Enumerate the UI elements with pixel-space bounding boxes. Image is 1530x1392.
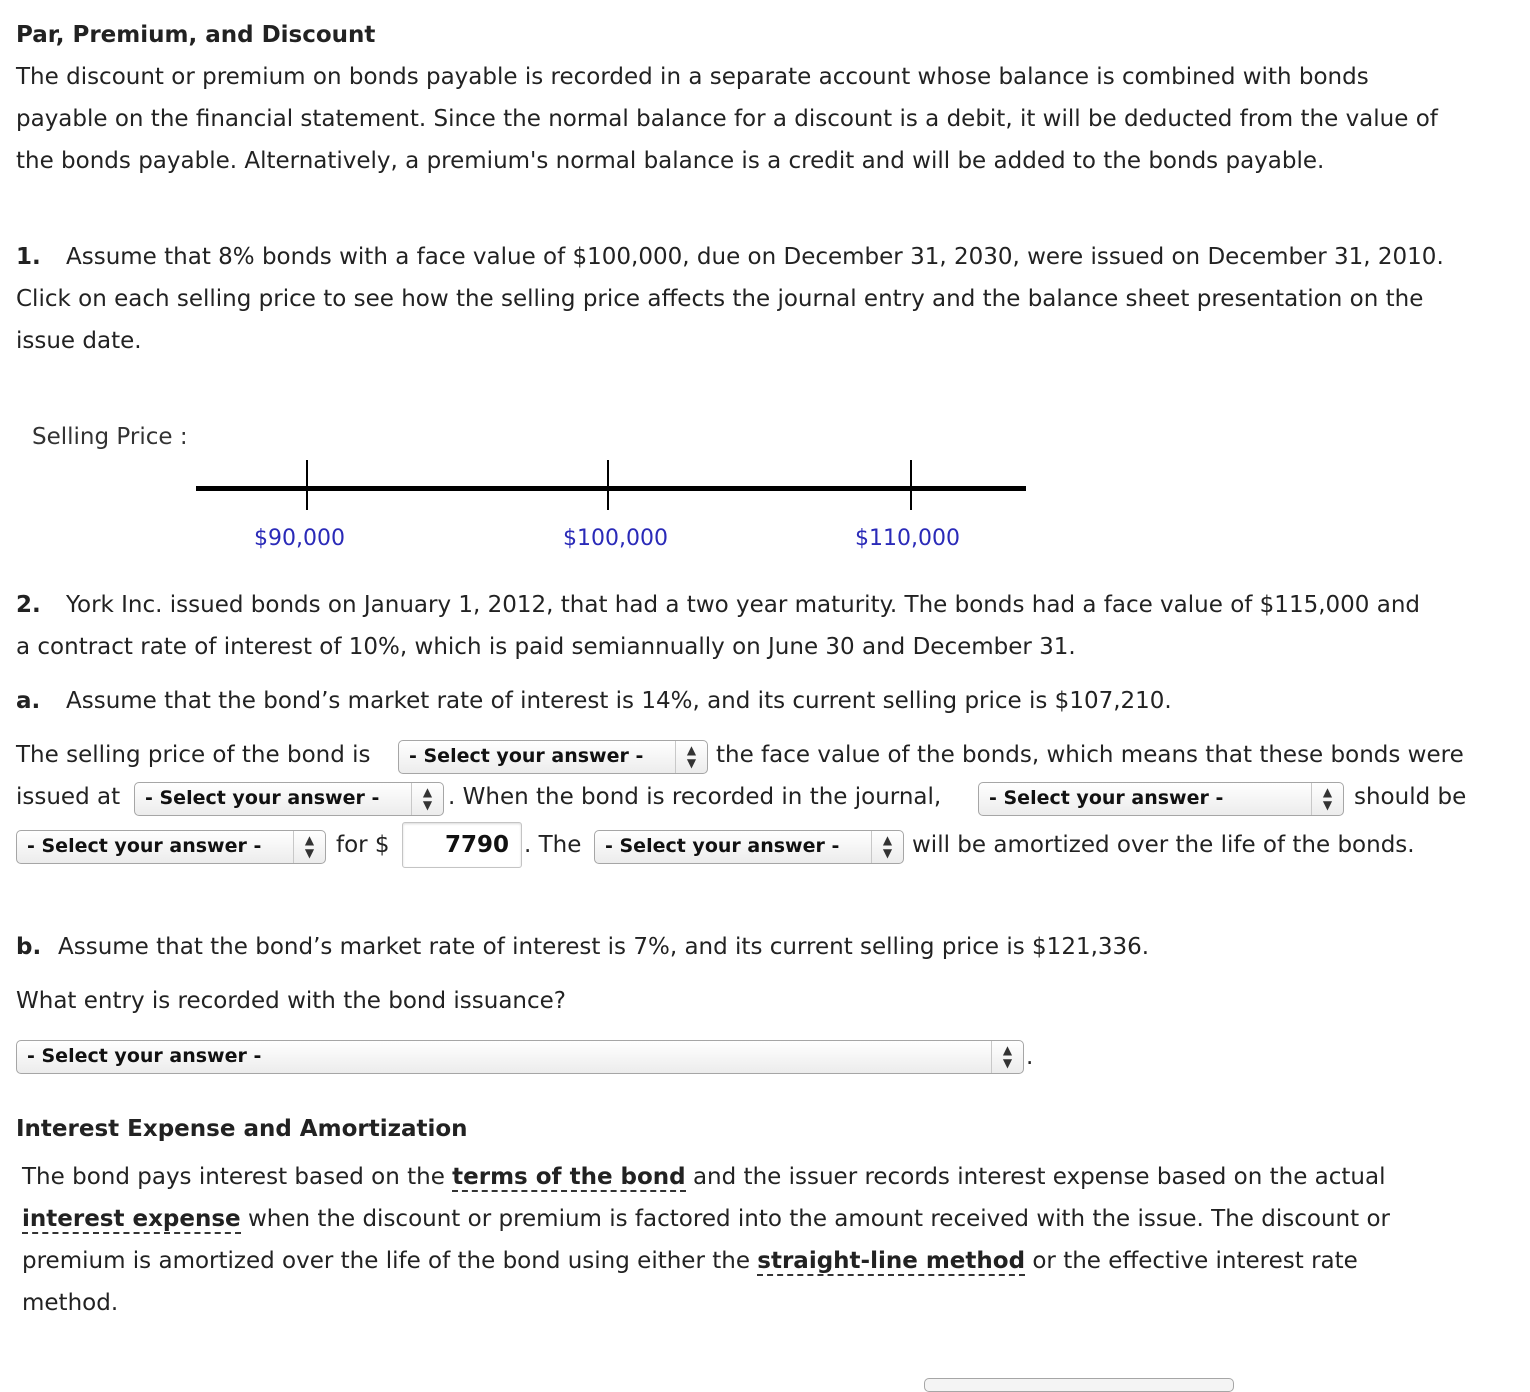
part-b-question: What entry is recorded with the bond issuance? <box>16 988 567 1014</box>
section2-line-4: method. <box>22 1290 119 1316</box>
section-title-par-premium-discount: Par, Premium, and Discount <box>16 22 376 48</box>
question-1-line-1: Assume that 8% bonds with a face value of $100,000, due on December 31, 2030, were issued on December 31, 2010. <box>66 244 1444 270</box>
bond-issuance-entry-select[interactable] <box>16 1040 1024 1074</box>
section2-line-1 <box>22 1162 1385 1192</box>
term-straight-line-method-link[interactable]: straight-line method <box>757 1248 1026 1274</box>
timeline-tick-2 <box>607 460 609 510</box>
part-a-text: Assume that the bond’s market rate of interest is 14%, and its current selling price is $107,210. <box>66 688 1172 714</box>
timeline-tick-3 <box>910 460 912 510</box>
question-1-number: 1. <box>16 244 41 270</box>
section2-line-3 <box>22 1246 1358 1276</box>
section2-line-1a: The bond pays interest based on the <box>22 1164 453 1190</box>
part-a-sentence-1: The selling price of the bond is <box>16 742 371 768</box>
section-title-interest-expense: Interest Expense and Amortization <box>16 1116 468 1142</box>
select-arrows-icon: ▲ ▼ <box>675 741 707 773</box>
intro-paragraph-line-2: payable on the financial statement. Since the normal balance for a discount is a debit, it will be deducted from the value of <box>16 106 1438 132</box>
amortized-item-select[interactable] <box>594 830 904 864</box>
price-timeline <box>196 486 1026 491</box>
select-arrows-icon: ▲ ▼ <box>871 831 903 863</box>
debit-credit-select[interactable] <box>16 830 326 864</box>
intro-paragraph-line-3: the bonds payable. Alternatively, a premium's normal balance is a credit and will be added to the bonds payable. <box>16 148 1325 174</box>
question-2-line-2: a contract rate of interest of 10%, which is paid semiannually on June 30 and December 31. <box>16 634 1076 660</box>
question-2-number: 2. <box>16 592 41 618</box>
account-select-value: - Select your answer - <box>989 787 1224 809</box>
selling-price-90000-link[interactable]: $90,000 <box>254 526 345 551</box>
part-b-label: b. <box>16 934 42 960</box>
selling-price-label: Selling Price : <box>32 424 188 450</box>
part-a-label: a. <box>16 688 41 714</box>
question-1-line-2: Click on each selling price to see how the selling price affects the journal entry and the balance sheet presentation on the <box>16 286 1424 312</box>
part-a-sentence-2: the face value of the bonds, which means that these bonds were <box>716 742 1464 768</box>
select-arrows-icon: ▲ ▼ <box>1311 783 1343 815</box>
selling-price-100000-link[interactable]: $100,000 <box>563 526 668 551</box>
section2-line-2b: when the discount or premium is factored into the amount received with the issue. The discount or <box>240 1206 1390 1232</box>
account-select[interactable] <box>978 782 1344 816</box>
issued-at-select-value: - Select your answer - <box>145 787 380 809</box>
term-interest-expense-link[interactable]: interest expense <box>22 1206 241 1232</box>
part-a-sentence-3: issued at <box>16 784 121 810</box>
section2-line-3a: premium is amortized over the life of the bond using either the <box>22 1248 758 1274</box>
select-arrows-icon: ▲ ▼ <box>293 831 325 863</box>
comparison-select[interactable] <box>398 740 708 774</box>
cropped-select-edge <box>924 1378 1234 1392</box>
amount-input[interactable] <box>402 822 522 868</box>
part-b-text: Assume that the bond’s market rate of interest is 7%, and its current selling price is $121,336. <box>58 934 1150 960</box>
section2-line-1b: and the issuer records interest expense based on the actual <box>685 1164 1386 1190</box>
selling-price-110000-link[interactable]: $110,000 <box>855 526 960 551</box>
bond-issuance-entry-select-value: - Select your answer - <box>27 1045 262 1067</box>
part-a-sentence-4: . When the bond is recorded in the journal, <box>448 784 942 810</box>
intro-paragraph-line-1: The discount or premium on bonds payable is recorded in a separate account whose balance is combined with bonds <box>16 64 1369 90</box>
section2-line-3b: or the effective interest rate <box>1025 1248 1358 1274</box>
part-a-sentence-6: for $ <box>336 832 390 858</box>
part-b-period: . <box>1026 1044 1034 1070</box>
part-a-sentence-7: . The <box>524 832 582 858</box>
section2-line-2 <box>22 1204 1390 1234</box>
issued-at-select[interactable] <box>134 782 444 816</box>
question-2-line-1: York Inc. issued bonds on January 1, 2012, that had a two year maturity. The bonds had a face value of $115,000 and <box>66 592 1421 618</box>
question-1-line-3: issue date. <box>16 328 142 354</box>
term-terms-of-the-bond-link[interactable]: terms of the bond <box>452 1164 686 1190</box>
amortized-item-select-value: - Select your answer - <box>605 835 840 857</box>
select-arrows-icon: ▲ ▼ <box>991 1041 1023 1073</box>
comparison-select-value: - Select your answer - <box>409 745 644 767</box>
timeline-tick-1 <box>306 460 308 510</box>
select-arrows-icon: ▲ ▼ <box>411 783 443 815</box>
part-a-sentence-8: will be amortized over the life of the bonds. <box>912 832 1415 858</box>
part-a-sentence-5: should be <box>1354 784 1467 810</box>
debit-credit-select-value: - Select your answer - <box>27 835 262 857</box>
